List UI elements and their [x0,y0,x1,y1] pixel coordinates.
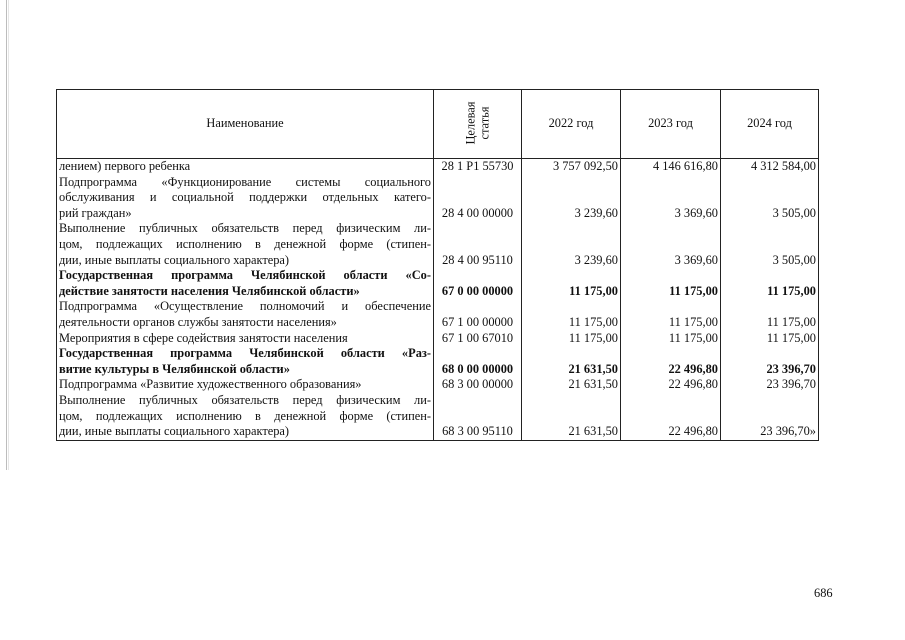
row-name-line: обслуживания и социальной поддержки отдельных катего- [59,190,431,205]
header-code-line1: Целевая [463,101,478,145]
row-value-2023: 3 369,60 [621,221,721,268]
header-target-article [434,90,522,159]
row-value-2022: 11 175,00 [522,299,621,330]
row-value-2023: 3 369,60 [621,175,721,222]
row-name-line: Подпрограмма «Осуществление полномочий и обеспечение [59,299,431,314]
row-value-2022: 3 757 092,50 [522,159,621,175]
row-value-2024: 11 175,00 [721,331,819,347]
header-target-article-text [464,102,492,145]
row-value-2024: 23 396,70 [721,346,819,377]
row-value-2023: 11 175,00 [621,299,721,330]
row-value-2022: 3 239,60 [522,221,621,268]
table-row [57,175,819,222]
row-value-2024: 11 175,00 [721,268,819,299]
row-name-line: Мероприятия в сфере содействия занятости населения [59,330,348,345]
row-name-line: Выполнение публичных обязательств перед физическим ли- [59,392,431,407]
scan-margin-line-faint [8,0,9,470]
row-name-line: Подпрограмма «Развитие художественного образования» [59,377,362,392]
row-value-2024: 11 175,00 [721,299,819,330]
scan-margin-line [6,0,7,470]
row-name [57,159,434,175]
table-row [57,331,819,347]
row-value-2023: 4 146 616,80 [621,159,721,175]
page-number: 686 [814,586,833,600]
header-name: Наименование [57,90,434,159]
row-name-line: дии, иные выплаты социального характера) [59,252,290,267]
table-row [57,377,819,393]
row-value-2023: 22 496,80 [621,377,721,393]
row-value-2022: 21 631,50 [522,346,621,377]
row-name [57,175,434,222]
row-name [57,221,434,268]
table-row [57,268,819,299]
row-name-line: Государственная программа Челябинской области «Раз- [59,346,431,361]
row-value-2022: 11 175,00 [522,268,621,299]
row-name-line: Выполнение публичных обязательств перед физическим ли- [59,221,431,236]
table-row [57,159,819,175]
row-name [57,377,434,393]
table-header [57,90,819,159]
row-value-2023: 22 496,80 [621,346,721,377]
row-name-line: дии, иные выплаты социального характера) [59,424,290,439]
row-value-2023: 22 496,80 [621,393,721,440]
header-year-2022: 2022 год [522,90,621,159]
row-name-line: рий граждан» [59,205,132,220]
row-name [57,331,434,347]
row-value-2022: 11 175,00 [522,331,621,347]
row-target-article: 28 4 00 00000 [434,175,522,222]
row-value-2023: 11 175,00 [621,331,721,347]
row-target-article: 68 3 00 95110 [434,393,522,440]
row-target-article: 68 0 00 00000 [434,346,522,377]
row-name [57,299,434,330]
table-row [57,221,819,268]
row-value-2024: 23 396,70» [721,393,819,440]
row-value-2024: 23 396,70 [721,377,819,393]
header-code-line2: статья [477,106,492,140]
row-value-2023: 11 175,00 [621,268,721,299]
row-value-2024: 4 312 584,00 [721,159,819,175]
budget-table [56,89,819,441]
table-body [57,159,819,441]
row-target-article: 67 1 00 67010 [434,331,522,347]
row-name-line: лением) первого ребенка [59,159,191,173]
header-year-2024: 2024 год [721,90,819,159]
row-name-line: витие культуры в Челябинской области» [59,361,290,376]
row-name [57,346,434,377]
row-target-article: 67 1 00 00000 [434,299,522,330]
row-value-2024: 3 505,00 [721,221,819,268]
table-row [57,393,819,440]
header-year-2023: 2023 год [621,90,721,159]
row-value-2022: 3 239,60 [522,175,621,222]
row-target-article: 28 4 00 95110 [434,221,522,268]
row-target-article: 28 1 P1 55730 [434,159,522,175]
row-target-article: 68 3 00 00000 [434,377,522,393]
row-name-line: Подпрограмма «Функционирование системы социального [59,174,431,189]
row-name-line: цом, подлежащих исполнению в денежной форме (стипен- [59,408,431,423]
row-name [57,393,434,440]
row-name-line: Государственная программа Челябинской области «Со- [59,268,431,283]
row-name-line: действие занятости населения Челябинской области» [59,283,360,298]
row-value-2024: 3 505,00 [721,175,819,222]
row-target-article: 67 0 00 00000 [434,268,522,299]
row-name-line: цом, подлежащих исполнению в денежной форме (стипен- [59,236,431,251]
row-name-line: деятельности органов службы занятости населения» [59,314,337,329]
row-name [57,268,434,299]
row-value-2022: 21 631,50 [522,393,621,440]
table-row [57,346,819,377]
row-value-2022: 21 631,50 [522,377,621,393]
table-row [57,299,819,330]
